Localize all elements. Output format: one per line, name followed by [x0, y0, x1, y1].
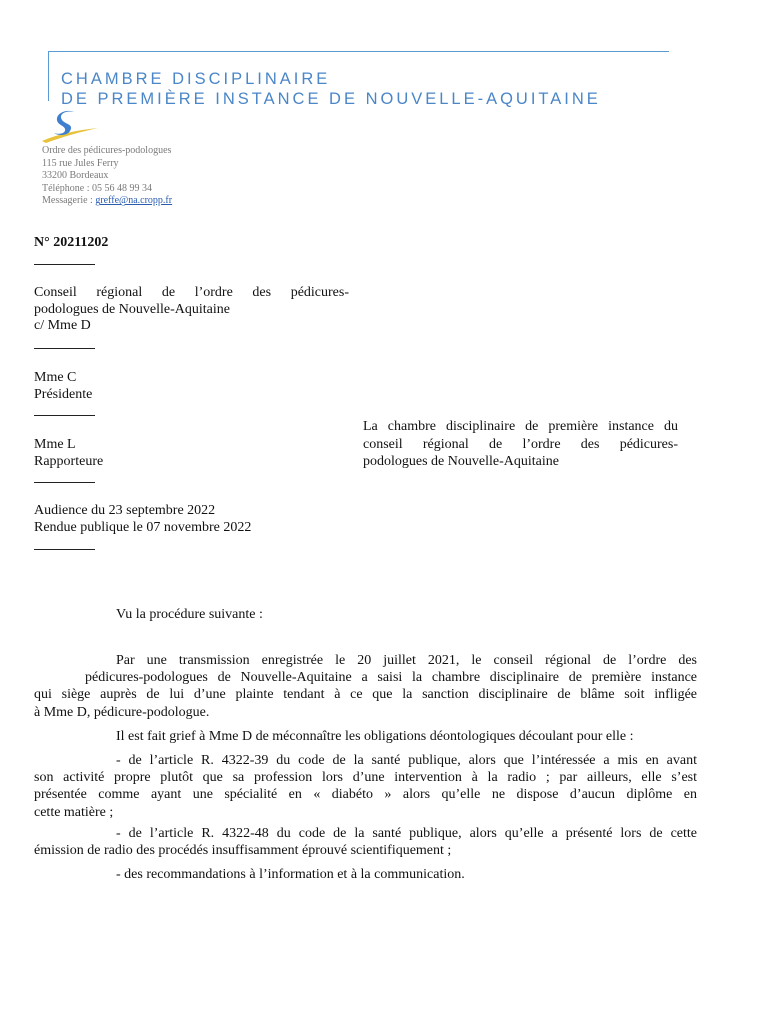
court-line2: conseil régional de l’ordre des pédicures- [363, 436, 678, 452]
chamber-title-line1: CHAMBRE DISCIPLINAIRE [61, 70, 331, 88]
paragraph-line: présentée comme ayant une spécialité en « diabéto » alors qu’elle ne dispose d’aucun diplôme en [34, 787, 697, 803]
court-block [363, 418, 678, 471]
party-line1: Conseil régional de l’ordre des pédicures- [34, 285, 349, 300]
case-number: N° 20211202 [34, 235, 109, 250]
rendered-date: Rendue publique le 07 novembre 2022 [34, 520, 252, 535]
president-role: Présidente [34, 387, 93, 402]
header-rule-left [48, 51, 49, 101]
party-line2: podologues de Nouvelle-Aquitaine [34, 301, 230, 317]
paragraph-line: son activité propre plutôt que sa profession lors d’une intervention à la radio ; par ailleurs, elle s’est [34, 770, 697, 786]
email-link[interactable]: greffe@na.cropp.fr [95, 195, 173, 207]
paragraph-line: pédicures-podologues de Nouvelle-Aquitaine a saisi la chambre disciplinaire de première instance [85, 670, 697, 686]
paragraph-line: à Mme D, pédicure-podologue. [34, 704, 210, 720]
header-rule-top [48, 51, 669, 52]
procedure-intro: Vu la procédure suivante : [116, 607, 263, 622]
paragraph-line: - de l’article R. 4322-48 du code de la santé publique, alors qu’elle a présenté lors de cette [116, 826, 697, 841]
paragraph-line: cette matière ; [34, 804, 114, 820]
address-street: 115 rue Jules Ferry [42, 157, 119, 169]
rapporteur-role: Rapporteure [34, 454, 104, 469]
court-line3: podologues de Nouvelle-Aquitaine [363, 454, 559, 469]
paragraph-line: émission de radio des procédés insuffisamment éprouvé scientifiquement ; [34, 843, 452, 859]
paragraph-article-39 [34, 752, 697, 821]
address-mail-row [42, 195, 172, 208]
order-logo-icon [40, 108, 100, 144]
address-phone: Téléphone : 05 56 48 99 34 [42, 182, 152, 194]
separator [34, 348, 95, 349]
rapporteur-name: Mme L [34, 437, 76, 452]
paragraph-line: qui siège auprès de lui d’une plainte tendant à ce que la sanction disciplinaire de blâme soit infligée [34, 687, 697, 703]
party-line3: c/ Mme D [34, 318, 91, 333]
address-city: 33200 Bordeaux [42, 170, 109, 182]
address-mail-label: Messagerie : [42, 195, 96, 207]
chamber-title-line2: DE PREMIÈRE INSTANCE DE NOUVELLE-AQUITAINE [61, 90, 601, 108]
paragraph-complaint [34, 652, 697, 721]
paragraph-line: - de l’article R. 4322-39 du code de la santé publique, alors que l’intéressée a mis en avant [116, 753, 697, 768]
separator [34, 415, 95, 416]
address-org: Ordre des pédicures-podologues [42, 145, 172, 156]
paragraph-article-48 [34, 825, 697, 859]
hearing-date: Audience du 23 septembre 2022 [34, 503, 216, 518]
separator [34, 264, 95, 265]
paragraph-grievance: Il est fait grief à Mme D de méconnaître les obligations déontologiques découlant pour elle : [116, 729, 634, 744]
chamber-title [61, 69, 601, 109]
separator [34, 549, 95, 550]
paragraph-recommendations: - des recommandations à l’information et à la communication. [116, 867, 465, 882]
president-name: Mme C [34, 370, 77, 385]
separator [34, 482, 95, 483]
court-line1: La chambre disciplinaire de première instance du [363, 419, 678, 434]
paragraph-line: Par une transmission enregistrée le 20 juillet 2021, le conseil régional de l’ordre des [116, 653, 697, 668]
address-block [42, 145, 172, 208]
party-block [34, 285, 349, 335]
